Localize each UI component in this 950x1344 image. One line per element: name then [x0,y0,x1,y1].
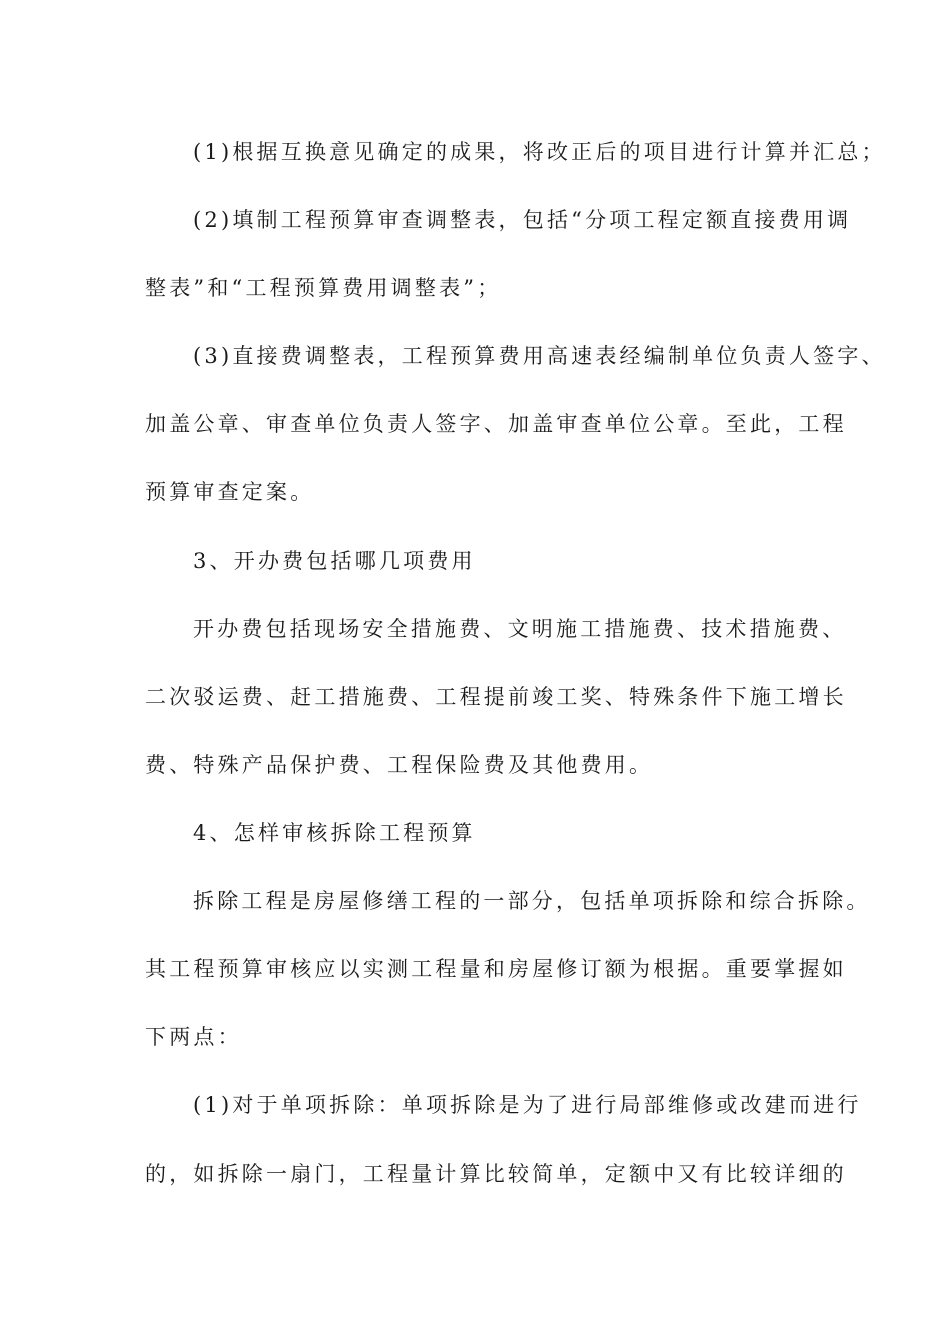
paragraph-line: 二次驳运费、赶工措施费、工程提前竣工奖、特殊条件下施工增长 [145,685,847,709]
paragraph-line: 整表”和“工程预算费用调整表”； [145,276,502,300]
paragraph-line: 其工程预算审核应以实测工程量和房屋修订额为根据。重要掌握如 [145,957,847,981]
paragraph-line: 下两点： [145,1025,242,1049]
paragraph-line: 拆除工程是房屋修缮工程的一部分，包括单项拆除和综合拆除。 [193,889,871,913]
paragraph-line: (3)直接费调整表，工程预算费用高速表经编制单位负责人签字、 [193,344,886,368]
paragraph-line: 开办费包括现场安全措施费、文明施工措施费、技术措施费、 [193,617,847,641]
paragraph-line: (1)根据互换意见确定的成果，将改正后的项目进行计算并汇总； [193,140,886,164]
paragraph-line: (1)对于单项拆除：单项拆除是为了进行局部维修或改建而进行 [193,1093,862,1117]
section-heading: 3、开办费包括哪几项费用 [193,549,476,573]
paragraph-line: 预算审查定案。 [145,480,315,504]
paragraph-line: (2)填制工程预算审查调整表，包括“分项工程定额直接费用调 [193,208,852,232]
paragraph-line: 的，如拆除一扇门，工程量计算比较简单，定额中又有比较详细的 [145,1162,847,1186]
paragraph-line: 费、特殊产品保护费、工程保险费及其他费用。 [145,753,654,777]
paragraph-line: 加盖公章、审查单位负责人签字、加盖审查单位公章。至此，工程 [145,412,847,436]
section-heading: 4、怎样审核拆除工程预算 [193,821,476,845]
